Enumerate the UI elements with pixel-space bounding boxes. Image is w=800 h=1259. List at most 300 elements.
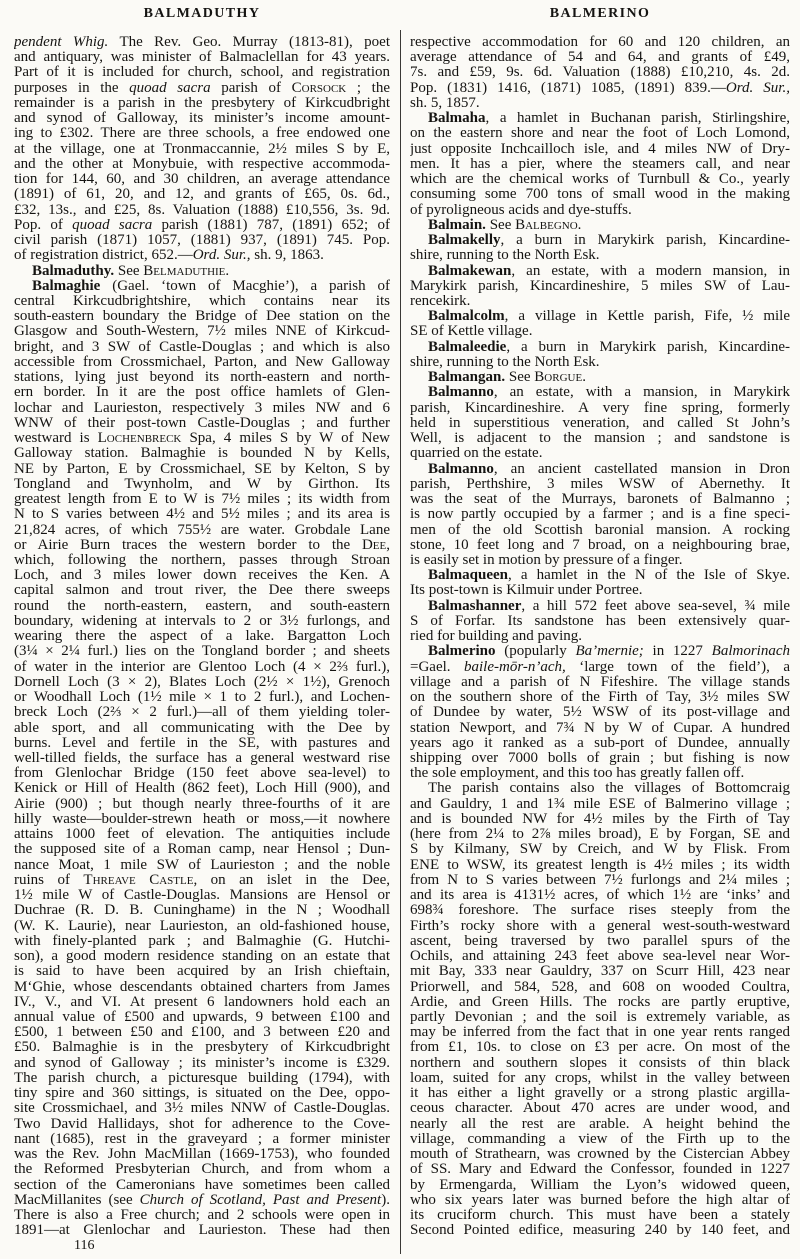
text-run: M‘Ghie, whose descendants obtained charters from James [14,978,390,995]
text-line [14,507,390,522]
text-line-content [410,157,790,172]
text-line-content [14,1040,390,1055]
text-line-content [410,919,790,934]
text-line-content [14,675,390,690]
text-line-content [14,583,390,598]
text-line [410,858,790,873]
text-run: which are the chemical works of Turnbull & Co., yearly [410,171,790,188]
text-line-content [410,279,790,294]
text-run: the sole employment, and this too has greatly fallen off. [410,765,745,782]
text-line-content [428,568,790,583]
text-line [14,1208,390,1223]
text-line [410,1025,790,1040]
text-line [410,629,790,644]
gazetteer-entry [410,264,790,310]
text-run: which, following the northern, passes through Stroan [14,551,390,568]
text-line-content [14,35,390,50]
text-run: Its post-town is Kilmuir under Portree. [410,582,643,599]
text-line-content [410,538,790,553]
text-line [410,553,790,568]
text-run: tiny spire and 360 sittings, is situated on the Dee, oppo- [14,1085,390,1102]
text-line [14,126,390,141]
text-run: ing to £302. There are three schools, a free endowed one [14,125,390,142]
text-run: ; the [346,79,390,96]
text-line-content [410,736,790,751]
text-run: wearing there the aspect of a lake. Bargatton Loch [14,628,390,645]
text-run: ceous character. About 470 acres are under wood, and [410,1100,790,1117]
text-line-content [14,888,390,903]
text-line [14,431,390,446]
text-line [410,538,790,553]
text-run: Ochils, and attaining 243 feet above sea-level near Wor- [410,948,790,965]
text-run: son), a good modern residence standing on an estate that [14,948,390,965]
text-run: Dornell Loch (3 × 2), Blates Loch (2½ × 1½), Grenoch [14,673,390,690]
text-line-content [14,1193,390,1208]
text-line [14,629,390,644]
text-line [410,81,790,96]
column-right [410,35,790,1239]
text-line-content [14,842,390,857]
small-caps-text: Belmaduthie [143,262,226,279]
text-line-content [14,111,390,126]
text-run: nearly all the rest are arable. A height behind the [410,1115,790,1132]
text-run: , an ancient castellated mansion in Dron [493,460,790,477]
text-line-content [14,1025,390,1040]
text-line-content [14,751,390,766]
running-head-right: BALMERINO [549,6,651,21]
text-line [14,401,390,416]
entry-headword: Balmanno [428,384,494,401]
text-line-content [410,553,682,568]
text-line-content [410,248,600,263]
text-line-content [14,568,390,583]
text-run: , on an islet in the Dee, [193,871,390,888]
text-line [410,903,790,918]
text-run: section of the Cameronians have sometimes been called [14,1176,390,1193]
text-run: ern border. In it are the post office hamlets of Glen- [14,384,390,401]
gazetteer-entry [410,233,790,263]
text-run: sh. 9, 1863. [250,247,324,264]
text-run: , a hamlet in Buchanan parish, Stirlingshire, [485,110,790,127]
text-line [410,812,790,827]
text-run: and the other at Monybuie, with respective accommoda- [14,155,390,172]
text-run: loam, suited for any crops, whilst in the valley between [410,1069,790,1086]
text-line [14,858,390,873]
text-line-content [410,81,790,96]
gazetteer-entry [410,309,790,339]
text-line [410,324,790,339]
text-line [14,812,390,827]
text-line-content [14,736,390,751]
text-line [14,324,390,339]
text-run: attains 1000 feet of elevation. The antiquities include [14,826,390,843]
text-run: is said to have been acquired by an Irish chieftain, [14,963,390,980]
text-run: from Glenlochar Bridge (150 feet above sea-level) to [14,765,390,782]
text-line-content [410,964,790,979]
text-line-content [410,96,480,111]
text-run: The parish church, a picturesque building (1794), with [14,1069,390,1086]
text-line-content [428,385,790,400]
text-run: and its area is 4131½ acres, of which 1½ are ‘inks’ and [410,887,790,904]
text-line [14,1056,390,1071]
text-line-content [410,172,790,187]
text-line-content [428,309,790,324]
text-line [14,583,390,598]
text-run: . [225,262,230,279]
entry-headword: Balmaqueen [428,567,509,584]
text-run: . [577,216,582,233]
text-run: The Rev. Geo. Murray (1813-81), poet [108,34,390,50]
text-line-content [410,629,582,644]
text-line [410,1147,790,1162]
text-line [410,1223,790,1238]
text-run: northern and southern slopes it consists of thin black [410,1054,790,1071]
text-line [14,903,390,918]
text-run: village and a parish of N Fifeshire. The village stands [410,673,790,690]
text-line [14,705,390,720]
text-line [410,523,790,538]
text-run: burns. Level and fertile in the SE, with pastures and [14,734,390,751]
text-run: IV., V., and VI. At present 6 landowners hold each an [14,993,390,1010]
text-line-content [14,781,390,796]
text-line-content [14,233,390,248]
text-line [410,248,790,263]
text-line [14,919,390,934]
text-line-content [410,1025,790,1040]
text-line [14,203,390,218]
text-run: Priorwell, and 584, 528, and 608 on wooded Coultra, [410,978,790,995]
text-line [410,1208,790,1223]
text-line-content [14,721,390,736]
text-run: is now partly occupied by a farmer ; and is a fine speci- [410,506,790,523]
text-run: by Ermengarda, William the Lyon’s widowed queen, [410,1176,790,1193]
text-run: ‘large town of the field’), a [565,658,790,675]
text-line-content [14,401,390,416]
text-run: Loch, and 3 miles lower down receives the Ken. A [14,567,390,584]
text-run: 1891—at Glenlochar and Laurieston. These had then [14,1222,390,1239]
text-line [410,203,790,218]
text-line [14,233,390,248]
text-line-content [14,340,390,355]
text-line [410,355,790,370]
text-run: nant (1685), rest in the graveyard ; a former minister [14,1130,390,1147]
entry-continuation [410,35,790,111]
text-run: mit Bay, 333 near Gauldry, 337 on Scurr Hill, 423 near [410,963,790,980]
text-run: quarried on the estate. [410,445,543,462]
text-line [410,233,790,248]
text-line-content [14,919,390,934]
text-line [14,568,390,583]
text-line-content [410,675,790,690]
text-run: men of the old Scottish baronial mansion. A rocking [410,521,790,538]
text-run: (popularly [495,643,576,660]
text-line [14,309,390,324]
text-run: men. It has a pier, where the steamers call, and near [410,155,790,172]
text-line-content [14,949,390,964]
text-line-content [14,1147,390,1162]
text-run: was the seat of the Murrays, baronets of Balmanno ; [410,491,790,508]
text-line-content [410,477,790,492]
text-line-content [410,903,790,918]
entry-headword: Balmangan. [428,369,506,386]
text-line [410,65,790,80]
text-line [14,477,390,492]
text-line [14,660,390,675]
text-line [410,919,790,934]
text-run: rencekirk. [410,292,471,309]
text-line [410,964,790,979]
text-line [410,279,790,294]
text-run: years ago it ranked as a sub-port of Dundee, annually [410,734,790,751]
text-line [410,705,790,720]
text-run: central Kirkcudbrightshire, which contains near its [14,292,390,309]
text-line [410,370,790,385]
gazetteer-entry [410,370,790,385]
text-line-content [14,294,390,309]
text-run: boundary, widening at intervals to 2 or 3½ furlongs, and [14,612,390,629]
italic-text: Church of Scotland, Past and Present [139,1191,382,1208]
text-run: The parish contains also the villages of Bottomcraig [428,780,790,797]
text-line [410,736,790,751]
text-line [410,492,790,507]
text-run: south-eastern boundary the Bridge of Dee station on the [14,308,390,325]
text-line [410,949,790,964]
small-caps-text: Corsock [291,79,347,96]
text-run: tion for 144, 60, and 30 children, an average attendance [14,171,390,188]
text-line [410,1040,790,1055]
gazetteer-entry [410,644,790,781]
text-line [410,599,790,614]
gazetteer-entry [410,462,790,569]
text-line-content [14,934,390,949]
text-line-content [410,995,790,1010]
text-run: shipping over 7000 bolls of grain ; but fishing is now [410,750,790,767]
text-run: site Crossmichael, and 3½ miles NNW of Castle-Douglas. [14,1100,390,1117]
text-run: breck Loch (2⅔ × 2 furl.)—all of them yielding toler- [14,704,390,721]
running-head-left: BALMADUTHY [143,6,261,21]
entry-headword: Balmaha [428,110,486,127]
text-run: £50. Balmaghie is in the presbytery of Kirkcudbright [14,1039,390,1056]
text-line-content [14,218,390,233]
text-run: (W. K. Laurie), near Laurieston, an old-fashioned house, [14,917,390,934]
italic-text: Ba’mernie; [575,643,644,660]
text-line-content [410,446,542,461]
text-line [410,980,790,995]
text-line [14,1086,390,1101]
text-line-content [14,1208,390,1223]
text-line [14,934,390,949]
text-line-content [14,65,390,80]
text-line-content [14,431,390,446]
italic-text: baile-mōr-n’ach, [464,658,566,675]
text-line-content [14,614,390,629]
text-run: Airie (900) ; but though nearly three-fourths of it are [14,795,390,812]
text-run: of SS. Mary and Edward the Confessor, founded in 1227 [410,1161,790,1178]
gazetteer-entry [14,279,390,1239]
text-line-content [410,797,790,812]
text-line-content [14,446,390,461]
italic-text: Ord. Sur., [725,79,790,96]
text-line-content [14,157,390,172]
text-line [14,751,390,766]
text-line [410,142,790,157]
text-line-content [428,644,790,659]
text-line-content [14,858,390,873]
text-run: , [386,536,390,553]
text-run: ENE to WSW, its greatest length is 4½ miles ; its width [410,856,790,873]
gazetteer-entry [410,340,790,370]
text-line [410,781,790,796]
text-run: (1891) of 61, 20, and 12, and grants of £65, 0s. 6d., [14,186,390,203]
text-run: westward is [14,430,98,447]
text-line-content [14,172,390,187]
text-line [410,690,790,705]
italic-text: pendent Whig. [14,34,109,50]
text-run: of water in the interior are Glentoo Loch (4 × 2⅔ furl.), [14,658,390,675]
text-run: =Gael. [410,658,464,675]
text-run: Pop. of [14,216,73,233]
text-run: Well, is adjacent to the mansion ; and sandstone is [410,430,790,447]
text-line-content [410,690,790,705]
text-run: , an estate, with a modern mansion, in [511,262,790,279]
text-line-content [410,1086,790,1101]
text-line [410,1132,790,1147]
text-line [14,35,390,50]
text-run: station Newport, and 7¾ N by W of Cupar. A hundred [410,719,790,736]
text-run: Glasgow and South-Western, 7½ miles NNE of Kirkcud- [14,323,390,340]
text-line [410,416,790,431]
text-line-content [410,873,790,888]
text-line-content [14,766,390,781]
text-line-content [428,233,790,248]
text-run: See [485,216,516,233]
text-line-content [14,705,390,720]
text-line [14,462,390,477]
text-line [410,1117,790,1132]
text-line [14,888,390,903]
text-line-content [14,96,390,111]
text-line-content [410,1193,790,1208]
text-line-content [14,1132,390,1147]
text-run: mouth of Strathearn, was crowned by the Cistercian Abbey [410,1146,790,1163]
text-line-content [14,370,390,385]
text-line-content [428,462,790,477]
text-line [14,1223,390,1238]
text-line [14,65,390,80]
text-run: MacMillanites (see [14,1191,140,1208]
text-line-content [14,599,390,614]
text-run: the supposed site of a Roman camp, near Hensol ; Dun- [14,841,390,858]
text-line [14,1117,390,1132]
text-line [14,842,390,857]
text-run: and synod of Galloway, its minister’s income amount- [14,110,390,127]
text-run: Ardie, and Green Hills. The rocks are partly eruptive, [410,993,790,1010]
text-line-content [428,264,790,279]
text-line [410,1010,790,1025]
text-run: shire, running to the North Esk. [410,247,600,264]
text-run: or Airie Burn traces the western border to the [14,536,362,553]
text-line [14,1040,390,1055]
text-run: and antiquary, was minister of Balmaclellan for 43 years. [14,49,390,66]
text-line [410,96,790,111]
text-line-content [410,431,790,446]
entry-headword: Balmaghie [32,277,101,294]
text-run: , a village in Kettle parish, Fife, ½ mile [504,308,790,325]
text-line-content [410,324,532,339]
text-line [410,797,790,812]
text-line-content [14,477,390,492]
text-line-content [14,797,390,812]
text-line-content [410,812,790,827]
text-line [410,218,790,233]
text-line [14,781,390,796]
text-run: See [505,369,535,386]
entry-continuation [14,35,390,264]
text-run: N to S varies between 4½ and 5½ miles ; and its area is [14,506,390,523]
text-run: able sport, and all communicating with the Dee by [14,719,390,736]
text-line-content [14,187,390,202]
text-run: ried for building and paving. [410,628,583,645]
text-run: well-tilled fields, the surface has a general westward rise [14,750,390,767]
column-left [14,35,390,1239]
text-run: (3¼ × 2¼ furl.) lies on the Tongland border ; and sheets [14,643,390,660]
text-run: parish of [210,79,292,96]
text-line [14,218,390,233]
text-run: Duchrae (R. D. B. Cuninghame) in the N ; Woodhall [14,902,390,919]
text-line [14,1162,390,1177]
text-run: Galloway station. Balmaghie is bounded N by Kells, [14,445,390,462]
text-line-content [14,462,390,477]
text-line-content [410,401,790,416]
text-run: from N to S varies between 7½ furlongs and 2¼ miles ; [410,871,790,888]
text-line [14,523,390,538]
text-run: Pop. (1831) 1416, (1871) 1085, (1891) 839.— [410,79,726,96]
text-run: ruins of [14,871,84,888]
text-line-content [14,142,390,157]
text-line [14,1101,390,1116]
gazetteer-entry [410,385,790,461]
text-line-content [410,294,470,309]
text-run: . [582,369,586,386]
text-line [14,553,390,568]
text-line-content [14,1101,390,1116]
text-line [410,1193,790,1208]
text-line [14,50,390,65]
text-line [410,995,790,1010]
italic-text: quoad sacra [72,216,153,233]
text-line [14,1132,390,1147]
text-line [410,111,790,126]
text-run: of registration district, 652.— [14,247,193,264]
text-line-content [410,50,790,65]
text-line-content [14,553,390,568]
text-run: £32, 13s., and £25, 8s. Valuation (1888) £10,556, 3s. 9d. [14,201,390,218]
text-line [14,736,390,751]
text-line-content [14,644,390,659]
small-caps-text: Threave Castle [83,871,194,888]
text-line-content [410,35,790,50]
text-run: accessible from Crossmichael, Parton, and New Galloway [14,353,390,370]
text-run: 1½ mile W of Castle-Douglas. Mansions are Hensol or [14,887,390,904]
text-line [14,873,390,888]
text-line [410,385,790,400]
text-line [410,751,790,766]
text-line-content [410,705,790,720]
text-run: and is bounded NW for 4½ miles by the Firth of Tay [410,810,790,827]
text-run: its cruciform church. This must have been a stately [410,1207,790,1224]
text-line [410,1056,790,1071]
text-line [14,995,390,1010]
